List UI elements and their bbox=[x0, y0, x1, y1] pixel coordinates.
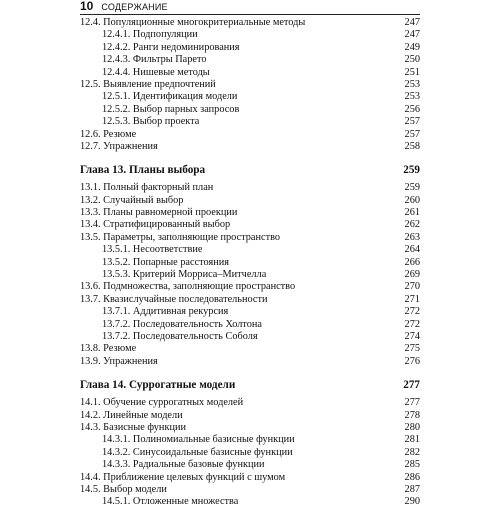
toc-entry-title: 14.3.1. Полиномиальные базисные функции bbox=[102, 434, 295, 446]
toc-entry-title: Глава 14. Суррогатные модели bbox=[80, 379, 236, 392]
toc-entry-page: 247 bbox=[404, 17, 420, 28]
toc-entry bbox=[80, 79, 420, 91]
toc-entry bbox=[80, 496, 420, 508]
toc-entry-title: 12.5.3. Выбор проекта bbox=[102, 116, 200, 128]
toc-chapter-entry bbox=[80, 163, 420, 177]
toc-entry-page: 261 bbox=[404, 207, 420, 219]
toc-entry bbox=[80, 410, 420, 422]
toc-entry-title: 13.9. Упражнения bbox=[80, 355, 158, 367]
toc-entry-title: 13.3. Планы равномерной проекции bbox=[80, 207, 238, 219]
toc-entry-page: 253 bbox=[404, 78, 420, 90]
running-head bbox=[80, 0, 168, 12]
toc-entry-page: 290 bbox=[404, 496, 420, 508]
toc-entry-page: 269 bbox=[404, 269, 420, 281]
toc-entry-page: 281 bbox=[404, 434, 420, 446]
toc-entry-title: 13.7.2. Последовательность Соболя bbox=[102, 330, 258, 342]
toc-entry bbox=[80, 42, 420, 54]
toc-entry-title: 14.1. Обучение суррогатных моделей bbox=[80, 397, 244, 409]
toc-entry-title: 13.1. Полный факторный план bbox=[80, 182, 214, 194]
toc-entry bbox=[80, 219, 420, 231]
toc-entry-title: Глава 13. Планы выбора bbox=[80, 164, 206, 177]
toc-entry-page: 260 bbox=[404, 194, 420, 206]
toc-entry-title: 12.5.1. Идентификация модели bbox=[102, 91, 238, 103]
toc-entry-page: 276 bbox=[404, 355, 420, 367]
toc-entry-title: 12.6. Резюме bbox=[80, 128, 137, 140]
toc-entry bbox=[80, 91, 420, 103]
toc-entry-title: 13.6. Подмножества, заполняющие пространство bbox=[80, 281, 296, 293]
toc-entry-title: 12.7. Упражнения bbox=[80, 140, 158, 152]
toc-entry-page: 263 bbox=[404, 231, 420, 243]
toc-entry bbox=[80, 294, 420, 306]
toc-entry-title: 13.7.1. Аддитивная рекурсия bbox=[102, 306, 229, 318]
toc-entry bbox=[80, 104, 420, 116]
toc-entry bbox=[80, 434, 420, 446]
toc-entry-page: 247 bbox=[404, 29, 420, 41]
toc-entry bbox=[80, 54, 420, 66]
toc-entry-title: 13.7.2. Последовательность Холтона bbox=[102, 318, 262, 330]
toc-entry-title: 13.5. Параметры, заполняющие пространство bbox=[80, 231, 281, 243]
toc-entry bbox=[80, 244, 420, 256]
toc-entry-page: 272 bbox=[404, 306, 420, 318]
toc-entry bbox=[80, 141, 420, 153]
toc-entry-title: 12.4. Популяционные многокритериальные методы bbox=[80, 17, 306, 28]
toc-entry-page: 258 bbox=[404, 140, 420, 152]
toc-entry-page: 285 bbox=[404, 459, 420, 471]
toc-entry-title: 12.4.3. Фильтры Парето bbox=[102, 54, 207, 66]
toc-entry bbox=[80, 472, 420, 484]
toc-entry bbox=[80, 356, 420, 368]
toc-entry bbox=[80, 29, 420, 41]
section-title: СОДЕРЖАНИЕ bbox=[101, 2, 168, 12]
toc-entry bbox=[80, 331, 420, 343]
toc-entry-page: 278 bbox=[404, 409, 420, 421]
toc-entry-page: 286 bbox=[404, 471, 420, 483]
toc-entry bbox=[80, 447, 420, 459]
toc-entry-title: 13.5.1. Несоответствие bbox=[102, 244, 203, 256]
toc-entry-title: 12.4.2. Ранги недоминирования bbox=[102, 41, 240, 53]
toc-entry bbox=[80, 67, 420, 79]
toc-entry-title: 14.5. Выбор модели bbox=[80, 483, 167, 495]
toc-entry bbox=[80, 319, 420, 331]
toc-entry bbox=[80, 281, 420, 293]
toc-entry-page: 277 bbox=[404, 397, 420, 409]
toc-entry-page: 250 bbox=[404, 54, 420, 66]
toc-entry-title: 14.5.1. Отложенные множества bbox=[102, 496, 239, 508]
toc-entry bbox=[80, 343, 420, 355]
header-rule bbox=[80, 14, 420, 15]
toc-entry-title: 12.5. Выявление предпочтений bbox=[80, 78, 216, 90]
toc-entry-page: 253 bbox=[404, 91, 420, 103]
toc-entry-page: 257 bbox=[404, 128, 420, 140]
toc-entry bbox=[80, 17, 420, 29]
toc-entry-page: 264 bbox=[404, 244, 420, 256]
toc-entry-page: 280 bbox=[404, 421, 420, 433]
toc-entry-page: 277 bbox=[403, 379, 420, 392]
toc-entry-page: 251 bbox=[404, 66, 420, 78]
toc-entry-page: 262 bbox=[404, 219, 420, 231]
toc-entry-page: 287 bbox=[404, 483, 420, 495]
toc-entry-page: 282 bbox=[404, 446, 420, 458]
toc-entry bbox=[80, 182, 420, 194]
toc-entry-title: 13.4. Стратифицированный выбор bbox=[80, 219, 231, 231]
toc-entry-title: 14.3.2. Синусоидальные базисные функции bbox=[102, 446, 293, 458]
toc-entry-page: 275 bbox=[404, 343, 420, 355]
toc-entry-title: 13.7. Квазислучайные последовательности bbox=[80, 293, 268, 305]
toc-entry-title: 14.3. Базисные функции bbox=[80, 421, 186, 433]
toc-entry-title: 12.4.1. Подпопуляции bbox=[102, 29, 198, 41]
toc-entry bbox=[80, 195, 420, 207]
toc-entry bbox=[80, 232, 420, 244]
toc-entry-title: 13.5.2. Попарные расстояния bbox=[102, 256, 229, 268]
toc-chapter-entry bbox=[80, 378, 420, 392]
toc-entry bbox=[80, 459, 420, 471]
toc-entry-title: 13.5.3. Критерий Морриса–Митчелла bbox=[102, 269, 267, 281]
toc-entry-page: 257 bbox=[404, 116, 420, 128]
toc-entry-page: 272 bbox=[404, 318, 420, 330]
toc-entry bbox=[80, 397, 420, 409]
toc-entry-page: 259 bbox=[404, 182, 420, 194]
toc-entry bbox=[80, 269, 420, 281]
toc-entry bbox=[80, 207, 420, 219]
toc-entry-page: 266 bbox=[404, 256, 420, 268]
toc-entry-page: 256 bbox=[404, 103, 420, 115]
toc-entry-title: 14.4. Приближение целевых функций с шумом bbox=[80, 471, 286, 483]
toc-entry-page: 270 bbox=[404, 281, 420, 293]
page-number: 10 bbox=[80, 0, 94, 13]
toc-entry-title: 14.2. Линейные модели bbox=[80, 409, 183, 421]
toc-entry-page: 271 bbox=[404, 293, 420, 305]
toc-entry-title: 13.2. Случайный выбор bbox=[80, 194, 184, 206]
toc-entry-title: 13.8. Резюме bbox=[80, 343, 137, 355]
toc-entry bbox=[80, 116, 420, 128]
toc-entry bbox=[80, 484, 420, 496]
toc-entry bbox=[80, 257, 420, 269]
toc-entry-page: 259 bbox=[403, 164, 420, 177]
toc-entry-page: 249 bbox=[404, 41, 420, 53]
toc-entry-page: 274 bbox=[404, 330, 420, 342]
toc-entry bbox=[80, 129, 420, 141]
toc-entry-title: 12.5.2. Выбор парных запросов bbox=[102, 103, 240, 115]
toc-entry-title: 14.3.3. Радиальные базовые функции bbox=[102, 459, 265, 471]
table-of-contents bbox=[80, 17, 420, 509]
toc-entry bbox=[80, 422, 420, 434]
toc-entry-title: 12.4.4. Нишевые методы bbox=[102, 66, 210, 78]
toc-entry bbox=[80, 306, 420, 318]
